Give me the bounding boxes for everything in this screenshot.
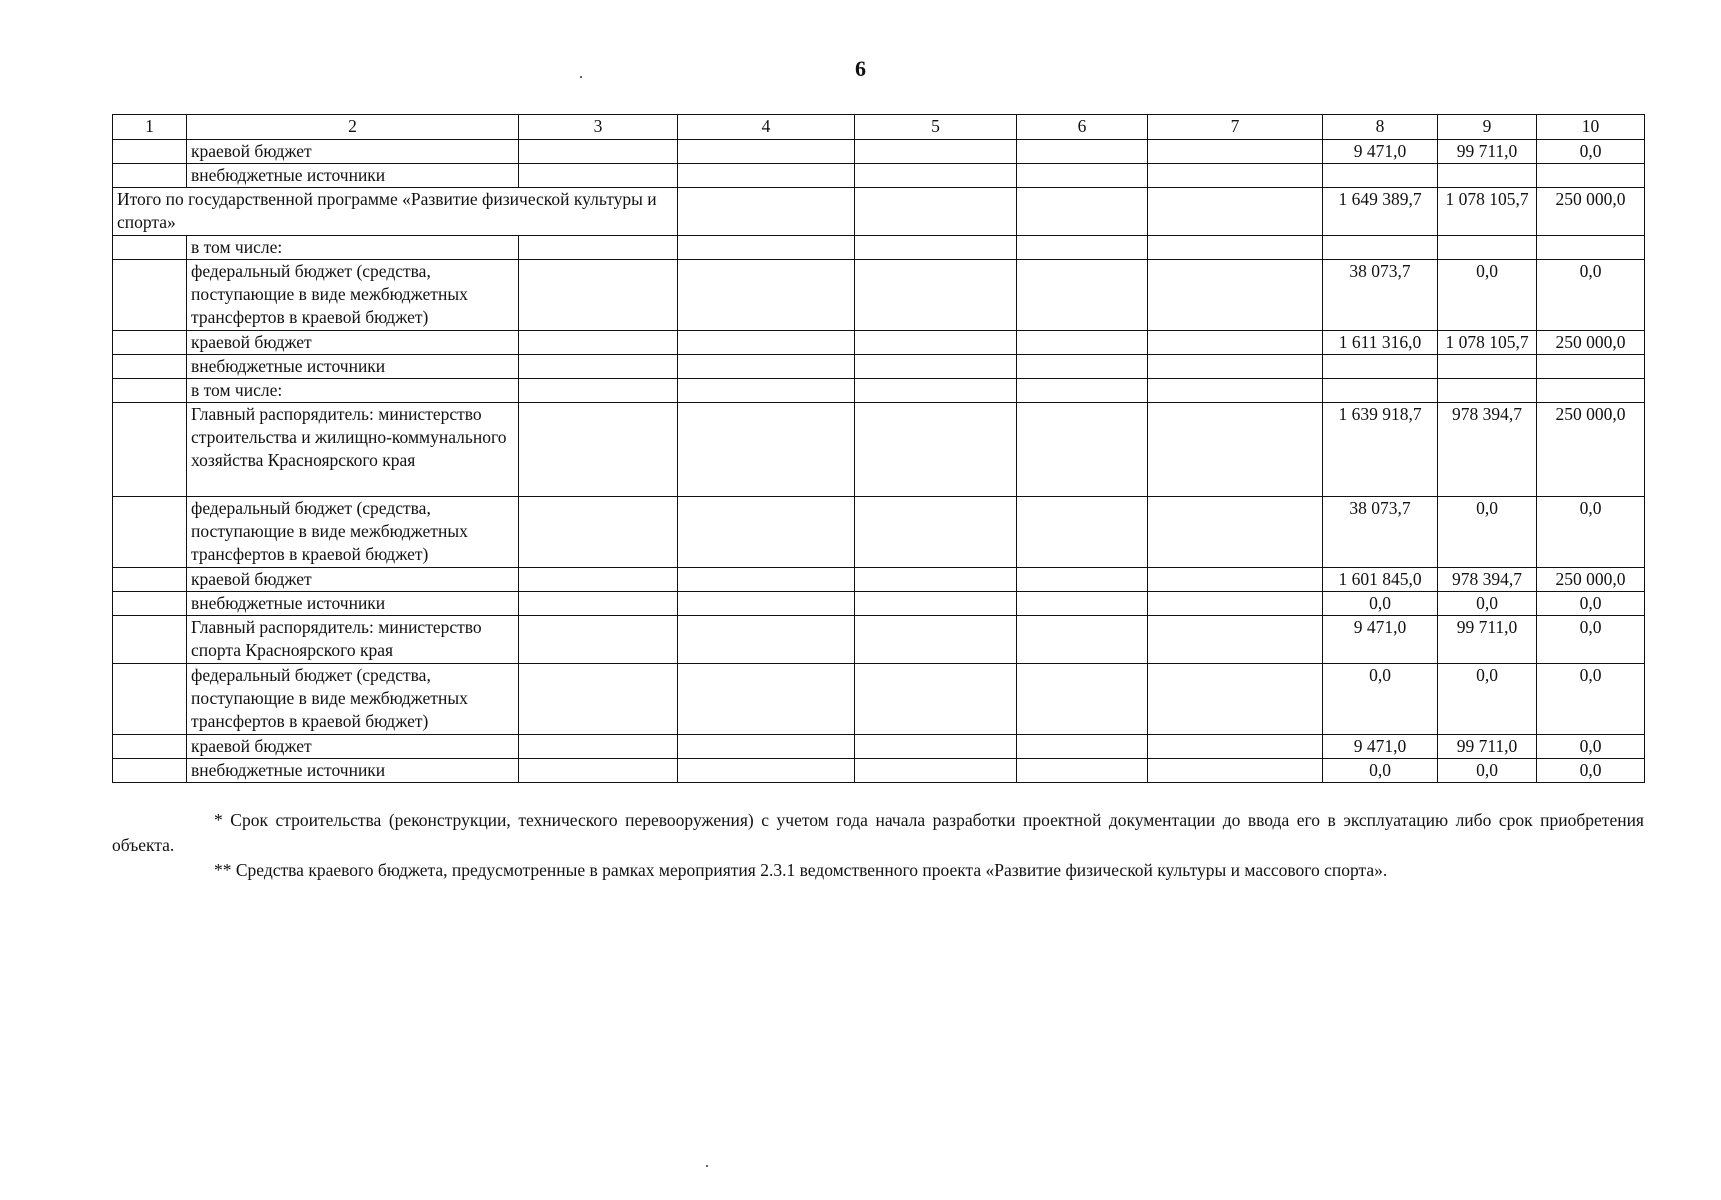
row-label: внебюджетные источники — [187, 759, 519, 783]
row-label: внебюджетные источники — [187, 355, 519, 379]
cell-col-10 — [1537, 236, 1645, 260]
column-header: 2 — [187, 115, 519, 140]
cell-col-10: 0,0 — [1537, 260, 1645, 331]
cell-col-10: 0,0 — [1537, 616, 1645, 664]
row-label: федеральный бюджет (средства, поступающие в виде межбюджетных трансфертов в краевой бюджет) — [187, 497, 519, 568]
column-header: 10 — [1537, 115, 1645, 140]
row-label: внебюджетные источники — [187, 592, 519, 616]
cell-col-9: 1 078 105,7 — [1438, 188, 1537, 236]
footnotes — [112, 808, 1644, 883]
cell-col-10 — [1537, 164, 1645, 188]
cell-col-10: 0,0 — [1537, 592, 1645, 616]
cell-col-9: 978 394,7 — [1438, 403, 1537, 497]
table-row — [113, 164, 1645, 188]
column-header: 9 — [1438, 115, 1537, 140]
cell-col-8 — [1323, 236, 1438, 260]
table-row — [113, 616, 1645, 664]
cell-col-9: 99 711,0 — [1438, 140, 1537, 164]
table-row — [113, 140, 1645, 164]
cell-col-9 — [1438, 164, 1537, 188]
cell-col-8: 9 471,0 — [1323, 735, 1438, 759]
cell-col-8: 1 639 918,7 — [1323, 403, 1438, 497]
row-label: краевой бюджет — [187, 140, 519, 164]
row-label: краевой бюджет — [187, 735, 519, 759]
cell-col-10: 250 000,0 — [1537, 188, 1645, 236]
table-row — [113, 664, 1645, 735]
cell-col-8 — [1323, 164, 1438, 188]
cell-col-8: 0,0 — [1323, 664, 1438, 735]
scan-speck — [580, 76, 582, 78]
table-row — [113, 568, 1645, 592]
cell-col-8: 1 649 389,7 — [1323, 188, 1438, 236]
row-label: Главный распорядитель: министерство строительства и жилищно-коммунального хозяйства Красноярского края — [187, 403, 519, 497]
table-row — [113, 331, 1645, 355]
cell-col-9: 978 394,7 — [1438, 568, 1537, 592]
table-row-total — [113, 188, 1645, 236]
table-row — [113, 379, 1645, 403]
row-label: в том числе: — [187, 236, 519, 260]
scan-speck — [706, 1165, 708, 1167]
table-row — [113, 759, 1645, 783]
cell-col-10: 0,0 — [1537, 735, 1645, 759]
cell-col-8 — [1323, 355, 1438, 379]
table-header-row — [113, 115, 1645, 140]
table-row — [113, 236, 1645, 260]
row-label: Главный распорядитель: министерство спорта Красноярского края — [187, 616, 519, 664]
cell-col-9 — [1438, 236, 1537, 260]
cell-col-8: 1 611 316,0 — [1323, 331, 1438, 355]
footnote-construction-period: * Срок строительства (реконструкции, технического перевооружения) с учетом года начала разработки проектной документации до ввода его в эксплуатацию либо срок приобретения объекта. — [112, 810, 1644, 855]
cell-col-10: 0,0 — [1537, 497, 1645, 568]
cell-col-10 — [1537, 355, 1645, 379]
cell-col-9: 99 711,0 — [1438, 735, 1537, 759]
row-label: в том числе: — [187, 379, 519, 403]
cell-col-10 — [1537, 379, 1645, 403]
row-label: Итого по государственной программе «Развитие физической культуры и спорта» — [113, 188, 678, 236]
cell-col-8 — [1323, 379, 1438, 403]
cell-col-9: 0,0 — [1438, 664, 1537, 735]
column-header: 6 — [1017, 115, 1148, 140]
cell-col-9: 0,0 — [1438, 497, 1537, 568]
row-label: краевой бюджет — [187, 331, 519, 355]
cell-col-10: 250 000,0 — [1537, 568, 1645, 592]
table-row — [113, 403, 1645, 497]
cell-col-8: 9 471,0 — [1323, 616, 1438, 664]
column-header: 7 — [1148, 115, 1323, 140]
page-number: 6 — [855, 56, 866, 81]
cell-col-9: 1 078 105,7 — [1438, 331, 1537, 355]
table-row — [113, 735, 1645, 759]
cell-col-8: 0,0 — [1323, 592, 1438, 616]
column-header: 3 — [519, 115, 678, 140]
cell-col-10: 0,0 — [1537, 140, 1645, 164]
cell-col-9: 0,0 — [1438, 260, 1537, 331]
row-label: краевой бюджет — [187, 568, 519, 592]
table-row — [113, 355, 1645, 379]
cell-col-10: 0,0 — [1537, 759, 1645, 783]
cell-col-8: 9 471,0 — [1323, 140, 1438, 164]
footnote-regional-budget: ** Средства краевого бюджета, предусмотренные в рамках мероприятия 2.3.1 ведомственного проекта «Развитие физической культуры и массового спорта». — [214, 860, 1388, 880]
column-header: 4 — [678, 115, 855, 140]
cell-col-9: 0,0 — [1438, 759, 1537, 783]
cell-col-9 — [1438, 379, 1537, 403]
row-label: внебюджетные источники — [187, 164, 519, 188]
table-row — [113, 260, 1645, 331]
cell-col-8: 38 073,7 — [1323, 260, 1438, 331]
cell-col-9 — [1438, 355, 1537, 379]
cell-col-8: 1 601 845,0 — [1323, 568, 1438, 592]
cell-col-10: 250 000,0 — [1537, 403, 1645, 497]
column-header: 1 — [113, 115, 187, 140]
cell-col-9: 0,0 — [1438, 592, 1537, 616]
table-row — [113, 497, 1645, 568]
table-row — [113, 592, 1645, 616]
row-label: федеральный бюджет (средства, поступающие в виде межбюджетных трансфертов в краевой бюджет) — [187, 664, 519, 735]
budget-table — [112, 114, 1645, 783]
cell-col-9: 99 711,0 — [1438, 616, 1537, 664]
column-header: 5 — [855, 115, 1017, 140]
column-header: 8 — [1323, 115, 1438, 140]
cell-col-8: 38 073,7 — [1323, 497, 1438, 568]
cell-col-10: 250 000,0 — [1537, 331, 1645, 355]
cell-col-8: 0,0 — [1323, 759, 1438, 783]
row-label: федеральный бюджет (средства, поступающие в виде межбюджетных трансфертов в краевой бюджет) — [187, 260, 519, 331]
cell-col-10: 0,0 — [1537, 664, 1645, 735]
